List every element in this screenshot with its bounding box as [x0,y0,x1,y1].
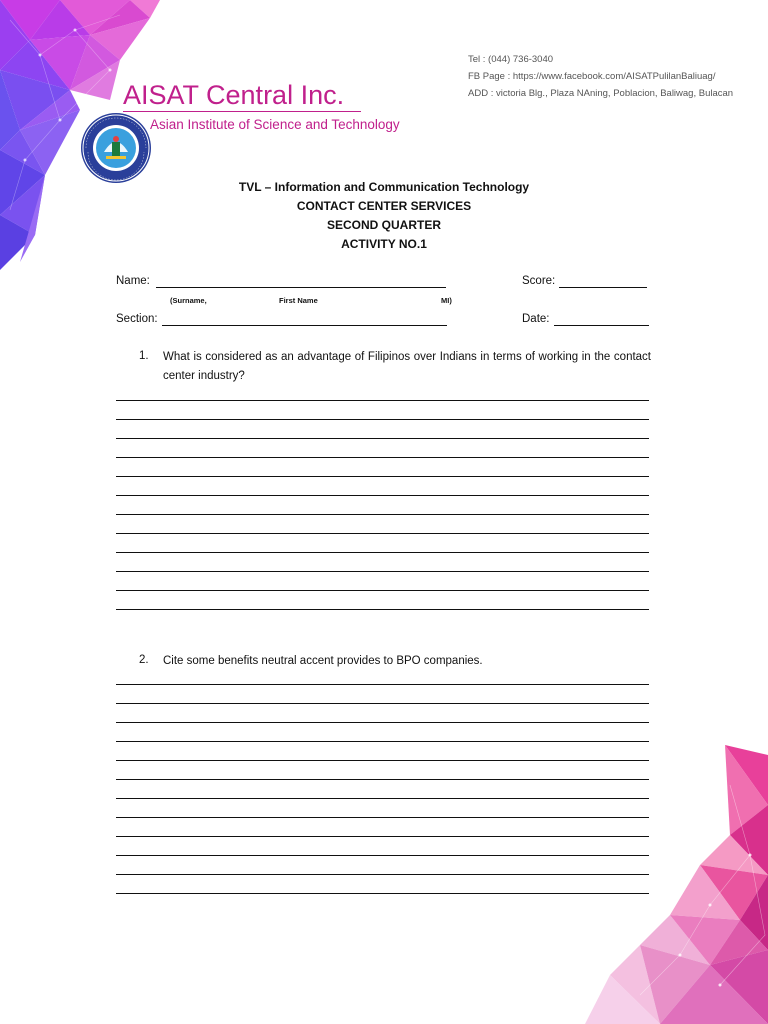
question-1-number: 1. [139,350,149,362]
answer-line[interactable] [116,552,649,553]
answer-line[interactable] [116,590,649,591]
hint-first-name: First Name [279,296,318,305]
score-field[interactable] [559,287,647,288]
answer-line[interactable] [116,457,649,458]
answer-line[interactable] [116,400,649,401]
question-2-text: Cite some benefits neutral accent provides to BPO companies. [163,655,483,667]
decorative-polygon-art-bottom [580,745,768,1024]
answer-line[interactable] [116,855,649,856]
answer-line[interactable] [116,817,649,818]
name-label: Name: [116,275,150,287]
heading-activity: ACTIVITY NO.1 [341,237,427,251]
brand-title: AISAT Central Inc. [123,80,345,110]
date-label: Date: [522,313,550,325]
answer-line[interactable] [116,893,649,894]
hint-mi: MI) [441,296,452,305]
answer-line[interactable] [116,798,649,799]
section-field[interactable] [162,325,447,326]
heading-quarter: SECOND QUARTER [326,218,441,232]
heading-strand: TVL – Information and Communication Technology [238,180,530,194]
section-label: Section: [116,313,158,325]
school-seal-logo [80,112,152,184]
answer-line[interactable] [116,533,649,534]
answer-line[interactable] [116,874,649,875]
answer-line[interactable] [116,609,649,610]
brand-subtitle: Asian Institute of Science and Technology [150,117,400,132]
answer-line[interactable] [116,476,649,477]
answer-line[interactable] [116,722,649,723]
answer-line[interactable] [116,571,649,572]
answer-line[interactable] [116,836,649,837]
contact-address: ADD : victoria Blg., Plaza NAning, Poblacion, Baliwag, Bulacan [468,88,734,99]
answer-line[interactable] [116,703,649,704]
hint-surname: (Surname, [170,296,207,305]
answer-line[interactable] [116,495,649,496]
name-field[interactable] [156,287,446,288]
brand-underline [123,111,361,112]
contact-fb-page: FB Page : https://www.facebook.com/AISATPulilanBaliuag/ [468,71,716,82]
date-field[interactable] [554,325,649,326]
heading-subject: CONTACT CENTER SERVICES [296,199,472,213]
answer-line[interactable] [116,514,649,515]
contact-tel: Tel : (044) 736-3040 [468,54,554,65]
answer-line[interactable] [116,760,649,761]
answer-line[interactable] [116,779,649,780]
answer-line[interactable] [116,684,649,685]
score-label: Score: [522,275,556,287]
answer-line[interactable] [116,741,649,742]
question-1-text: What is considered as an advantage of Filipinos over Indians in terms of working in the contact center industry? [163,351,651,382]
answer-line[interactable] [116,438,649,439]
question-2-number: 2. [139,654,149,666]
answer-line[interactable] [116,419,649,420]
